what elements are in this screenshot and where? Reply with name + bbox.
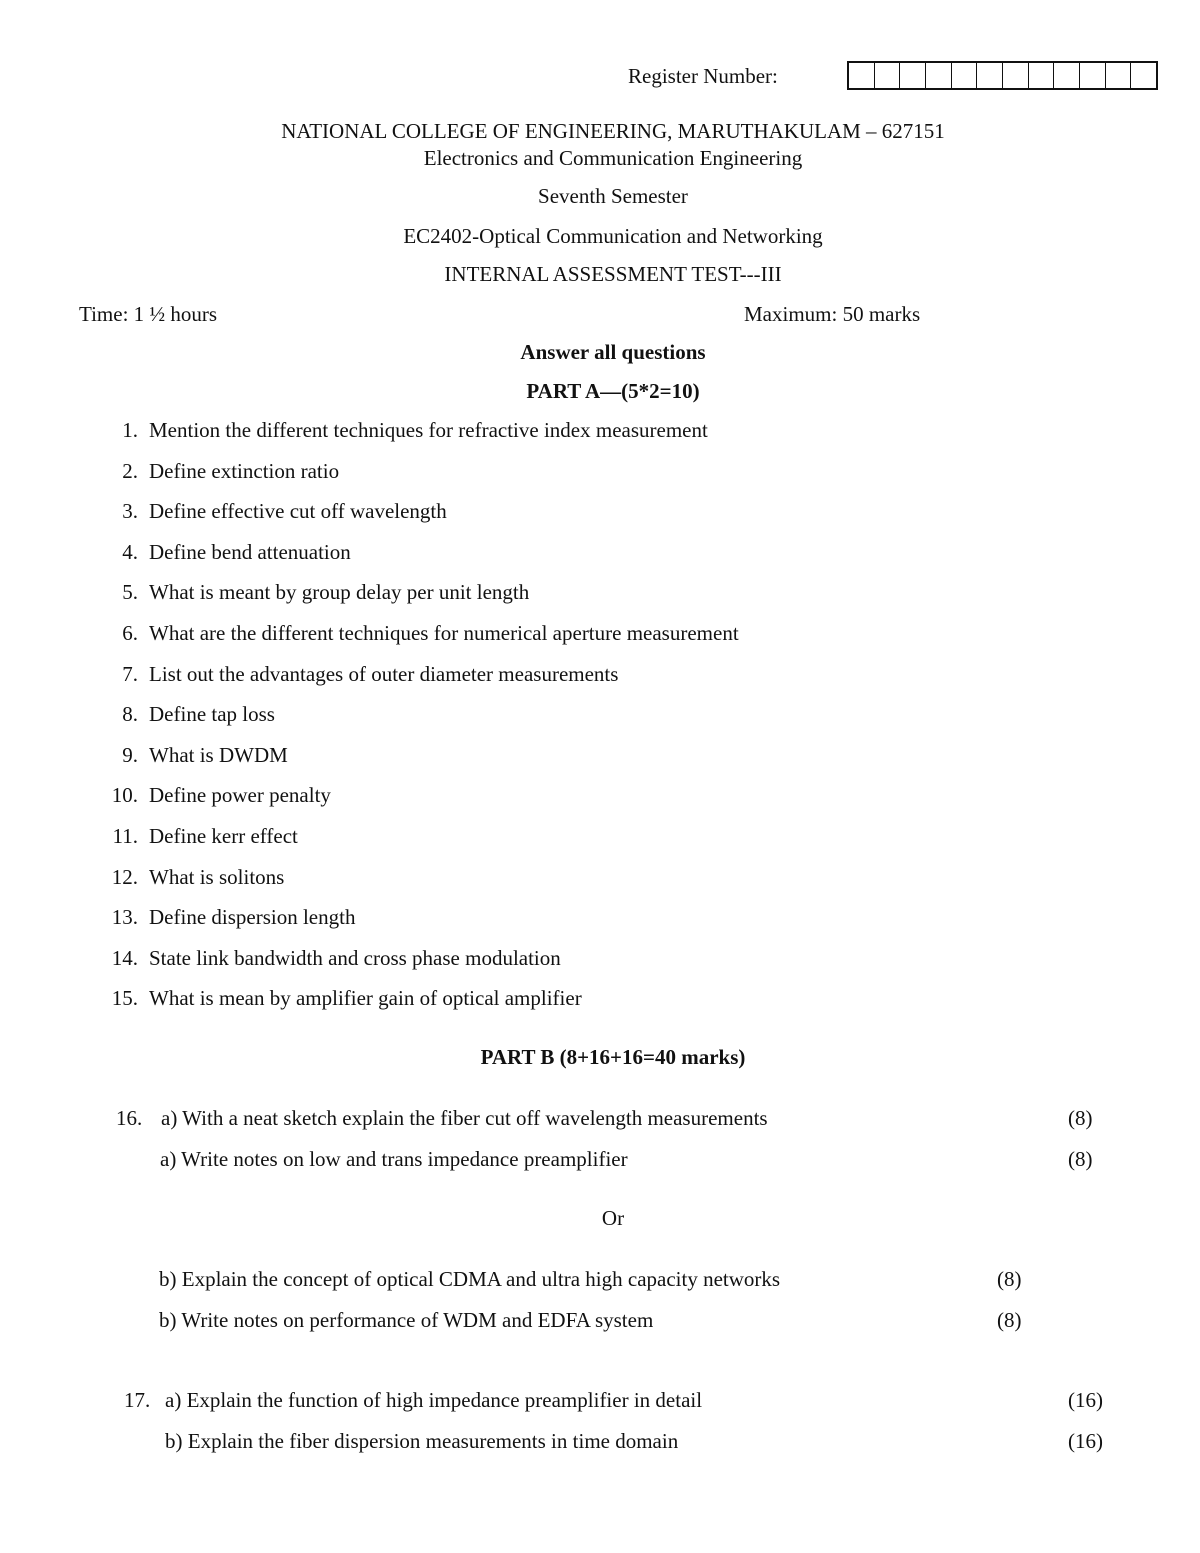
question-text: List out the advantages of outer diameter measurements <box>149 662 619 686</box>
register-digit-box[interactable] <box>977 63 1003 88</box>
part-b-title: PART B (8+16+16=40 marks) <box>480 1045 746 1069</box>
question-text: Define kerr effect <box>149 824 298 848</box>
question-number: 14. <box>111 946 138 970</box>
question-text: a) Write notes on low and trans impedance preamplifier <box>160 1147 628 1171</box>
question-text: Define tap loss <box>149 702 275 726</box>
department-name: Electronics and Communication Engineering <box>423 146 803 170</box>
question-number: 9. <box>122 743 138 767</box>
question-number: 15. <box>111 986 138 1010</box>
college-name: NATIONAL COLLEGE OF ENGINEERING, MARUTHAKULAM – 627151 <box>281 119 945 143</box>
question-number: 16. <box>116 1106 143 1130</box>
question-text: What is mean by amplifier gain of optical amplifier <box>149 986 582 1010</box>
question-number: 13. <box>111 905 138 929</box>
question-number: 11. <box>112 824 138 848</box>
register-digit-box[interactable] <box>952 63 978 88</box>
maximum-marks: Maximum: 50 marks <box>744 302 921 326</box>
register-digit-box[interactable] <box>1080 63 1106 88</box>
register-number-label: Register Number: <box>628 64 778 88</box>
question-text: b) Explain the concept of optical CDMA and ultra high capacity networks <box>159 1267 781 1291</box>
question-text: Define extinction ratio <box>149 459 340 483</box>
question-text: a) With a neat sketch explain the fiber cut off wavelength measurements <box>161 1106 768 1130</box>
or-separator: Or <box>601 1206 625 1230</box>
question-number: 7. <box>122 662 138 686</box>
register-digit-box[interactable] <box>849 63 875 88</box>
question-text: Define effective cut off wavelength <box>149 499 447 523</box>
course-title: EC2402-Optical Communication and Networking <box>403 224 823 248</box>
question-marks: (8) <box>997 1308 1022 1332</box>
register-digit-box[interactable] <box>1131 63 1156 88</box>
register-digit-box[interactable] <box>1029 63 1055 88</box>
register-digit-box[interactable] <box>926 63 952 88</box>
register-digit-box[interactable] <box>1054 63 1080 88</box>
register-digit-box[interactable] <box>1003 63 1029 88</box>
question-text: What is solitons <box>149 865 285 889</box>
register-digit-box[interactable] <box>875 63 901 88</box>
question-marks: (16) <box>1068 1388 1103 1412</box>
question-marks: (8) <box>1068 1147 1093 1171</box>
register-digit-box[interactable] <box>1106 63 1132 88</box>
instruction: Answer all questions <box>520 340 706 364</box>
question-text: What is meant by group delay per unit length <box>149 580 530 604</box>
question-marks: (8) <box>997 1267 1022 1291</box>
question-number: 17. <box>124 1388 151 1412</box>
test-title: INTERNAL ASSESSMENT TEST---III <box>444 262 782 286</box>
question-number: 6. <box>122 621 138 645</box>
part-a-title: PART A—(5*2=10) <box>526 379 700 403</box>
register-digit-box[interactable] <box>900 63 926 88</box>
question-number: 8. <box>122 702 138 726</box>
semester: Seventh Semester <box>538 184 688 208</box>
question-number: 2. <box>122 459 138 483</box>
time-label: Time: 1 ½ hours <box>79 302 218 326</box>
register-number-boxes[interactable] <box>847 61 1158 90</box>
question-number: 5. <box>122 580 138 604</box>
question-text: a) Explain the function of high impedance preamplifier in detail <box>165 1388 703 1412</box>
question-marks: (16) <box>1068 1429 1103 1453</box>
question-text: What are the different techniques for numerical aperture measurement <box>149 621 739 645</box>
question-text: State link bandwidth and cross phase modulation <box>149 946 561 970</box>
question-number: 12. <box>111 865 138 889</box>
question-text: What is DWDM <box>149 743 288 767</box>
question-text: Define power penalty <box>149 783 331 807</box>
question-text: Define dispersion length <box>149 905 356 929</box>
question-number: 1. <box>122 418 138 442</box>
question-number: 3. <box>122 499 138 523</box>
question-text: b) Write notes on performance of WDM and EDFA system <box>159 1308 654 1332</box>
question-number: 4. <box>122 540 138 564</box>
question-marks: (8) <box>1068 1106 1093 1130</box>
question-text: Define bend attenuation <box>149 540 351 564</box>
question-text: b) Explain the fiber dispersion measurements in time domain <box>165 1429 679 1453</box>
question-number: 10. <box>111 783 138 807</box>
question-text: Mention the different techniques for refractive index measurement <box>149 418 708 442</box>
